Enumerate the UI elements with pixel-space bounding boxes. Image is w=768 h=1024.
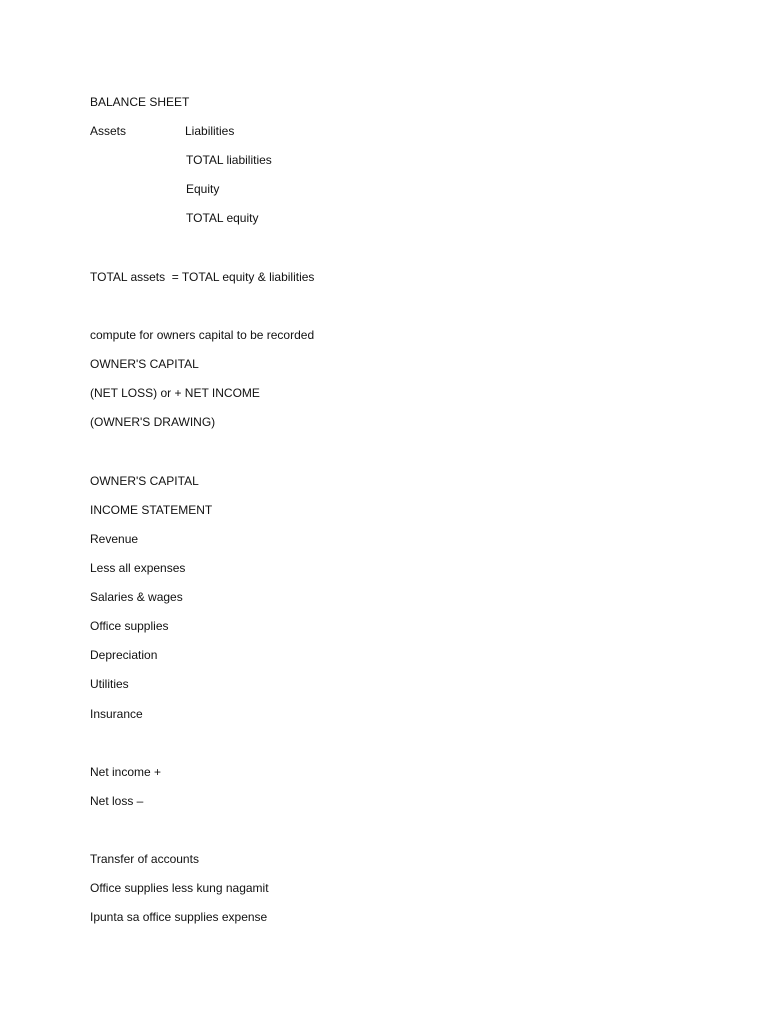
compute-intro: compute for owners capital to be recorded [90, 328, 315, 342]
transfer-line-1: Office supplies less kung nagamit [90, 881, 269, 895]
net-loss-or-income-line: (NET LOSS) or + NET INCOME [90, 386, 260, 400]
balance-sheet-heading: BALANCE SHEET [90, 95, 190, 109]
accounting-equation: TOTAL assets = TOTAL equity & liabilities [90, 270, 315, 284]
net-loss-line: Net loss – [90, 794, 144, 808]
expense-item: Insurance [90, 707, 143, 721]
expense-item: Depreciation [90, 648, 158, 662]
expense-item: Office supplies [90, 619, 169, 633]
liabilities-label: Liabilities [185, 124, 235, 138]
owners-capital-label-2: OWNER'S CAPITAL [90, 474, 199, 488]
total-liabilities-label: TOTAL liabilities [186, 153, 272, 167]
less-all-expenses-label: Less all expenses [90, 561, 186, 575]
revenue-label: Revenue [90, 532, 139, 546]
expense-item: Utilities [90, 677, 129, 691]
equity-label: Equity [186, 182, 220, 196]
assets-label: Assets [90, 124, 127, 138]
net-income-line: Net income + [90, 765, 162, 779]
owners-capital-label: OWNER'S CAPITAL [90, 357, 199, 371]
total-equity-label: TOTAL equity [186, 211, 259, 225]
transfer-heading: Transfer of accounts [90, 852, 199, 866]
income-statement-heading: INCOME STATEMENT [90, 503, 213, 517]
expense-item: Salaries & wages [90, 590, 183, 604]
owners-drawing-line: (OWNER'S DRAWING) [90, 415, 216, 429]
transfer-line-2: Ipunta sa office supplies expense [90, 910, 268, 924]
